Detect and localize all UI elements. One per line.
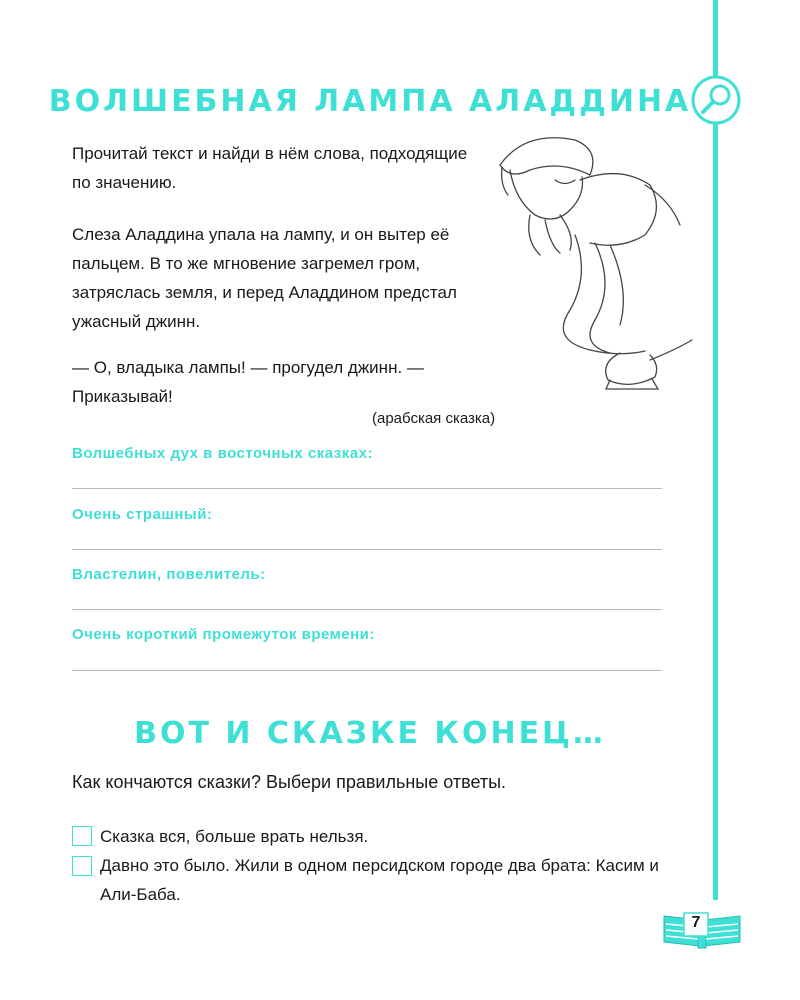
option-text-2: Давно это было. Жили в одном персидском городе два брата: Касим и Али-Баба.	[100, 856, 659, 904]
option-checkbox-2[interactable]	[72, 856, 92, 876]
source-note: (арабская сказка)	[372, 410, 496, 427]
answer-line-1[interactable]	[72, 488, 662, 489]
answer-line-3[interactable]	[72, 609, 662, 610]
task-label-3: Властелин, повелитель:	[72, 566, 266, 583]
answer-line-4[interactable]	[72, 670, 662, 671]
section-title-ending: ВОТ И СКАЗКЕ КОНЕЦ…	[134, 716, 606, 751]
task-label-1: Волшебных дух в восточных сказках:	[72, 445, 373, 462]
section-title-aladdin: ВОЛШЕБНАЯ ЛАМПА АЛАДДИНА	[48, 84, 692, 119]
genie-lamp-illustration	[480, 125, 700, 395]
story-text: Слеза Аладдина упала на лампу, и он вытер её пальцем. В то же мгновение загремел гром, затряслась земля, и перед Аладдином предстал ужасный джинн.	[72, 225, 457, 331]
speech-text: — О, владыка лампы! — прогудел джинн. — Приказывай!	[72, 358, 424, 406]
task-label-4: Очень короткий промежуток времени:	[72, 626, 375, 643]
page-number: 7	[691, 914, 701, 931]
answer-line-2[interactable]	[72, 549, 662, 550]
task-label-2: Очень страшный:	[72, 506, 213, 523]
option-text-1: Сказка вся, больше врать нельзя.	[100, 827, 369, 846]
instruction-text: Прочитай текст и найди в нём слова, подходящие по значению.	[72, 144, 468, 192]
question-text: Как кончаются сказки? Выбери правильные ответы.	[72, 772, 507, 792]
side-rail	[713, 0, 718, 900]
option-checkbox-1[interactable]	[72, 826, 92, 846]
